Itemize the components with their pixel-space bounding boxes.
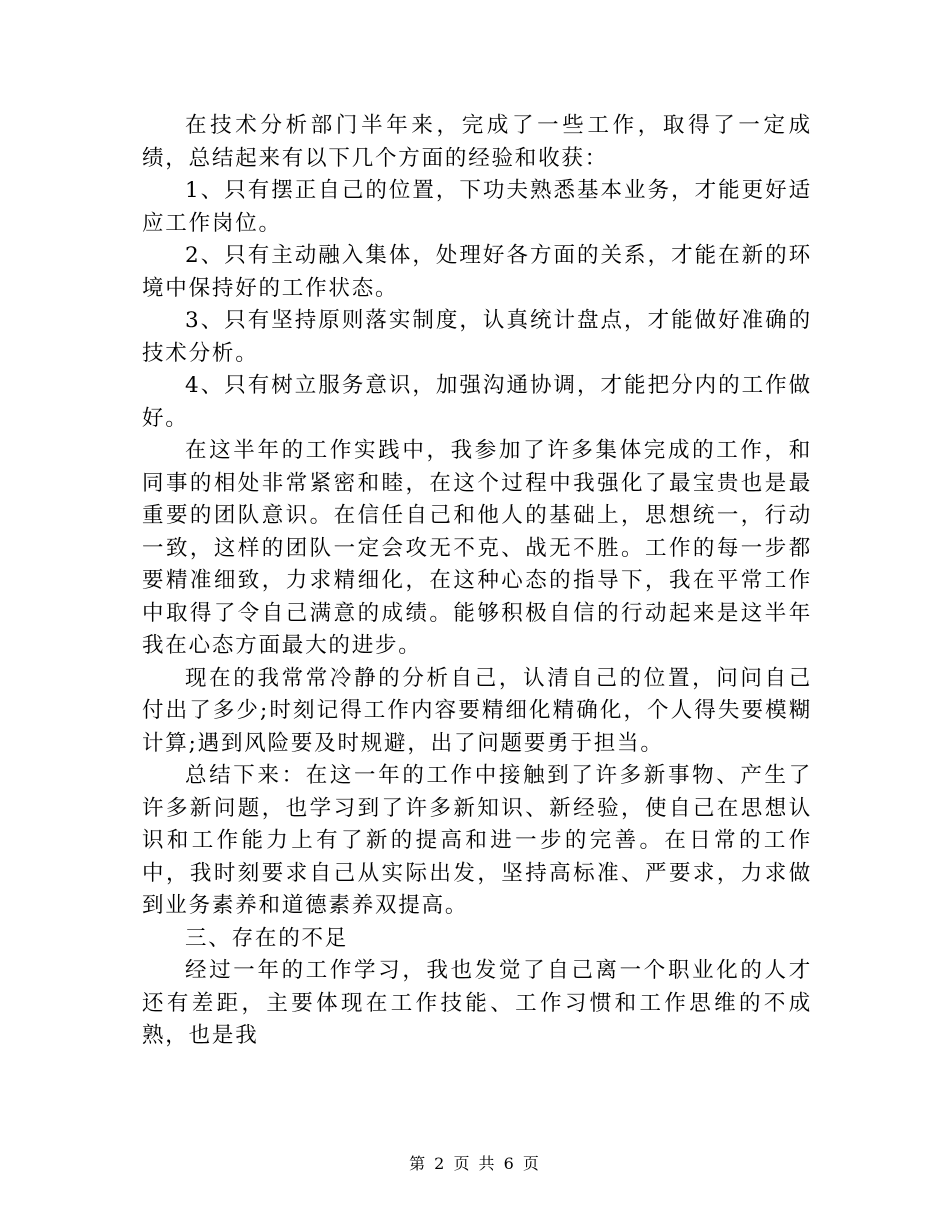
shortcomings-paragraph: 经过一年的工作学习，我也发觉了自己离一个职业化的人才还有差距，主要体现在工作技能、工作习惯和工作思维的不成熟，也是我: [142, 958, 812, 1048]
practice-paragraph: 在这半年的工作实践中，我参加了许多集体完成的工作，和同事的相处非常紧密和睦，在这个过程中我强化了最宝贵也是最重要的团队意识。在信任自己和他人的基础上，思想统一，行动一致，这样的团队一定会攻无不克、战无不胜。工作的每一步都要精准细致，力求精细化，在这种心态的指导下，我在平常工作中取得了令自己满意的成绩。能够积极自信的行动起来是这半年我在心态方面最大的进步。: [142, 438, 812, 658]
document-body: [142, 110, 812, 1053]
point-2-paragraph: 2、只有主动融入集体，处理好各方面的关系，才能在新的环境中保持好的工作状态。: [142, 243, 812, 301]
intro-paragraph: 在技术分析部门半年来，完成了一些工作，取得了一定成绩，总结起来有以下几个方面的经验和收获：: [142, 113, 812, 171]
reflection-paragraph: 现在的我常常冷静的分析自己，认清自己的位置，问问自己付出了多少;时刻记得工作内容要精细化精确化，个人得失要模糊计算;遇到风险要及时规避，出了问题要勇于担当。: [142, 665, 812, 756]
point-1-paragraph: 1、只有摆正自己的位置，下功夫熟悉基本业务，才能更好适应工作岗位。: [142, 178, 812, 236]
page-number-footer: 第 2 页 共 6 页: [409, 1154, 541, 1173]
summary-paragraph: 总结下来：在这一年的工作中接触到了许多新事物、产生了许多新问题，也学习到了许多新知识、新经验，使自己在思想认识和工作能力上有了新的提高和进一步的完善。在日常的工作中，我时刻要求自己从实际出发，坚持高标准、严要求，力求做到业务素养和道德素养双提高。: [142, 763, 812, 918]
section-heading: 三、存在的不足: [185, 925, 349, 951]
point-3-paragraph: 3、只有坚持原则落实制度，认真统计盘点，才能做好准确的技术分析。: [142, 308, 812, 366]
point-4-paragraph: 4、只有树立服务意识，加强沟通协调，才能把分内的工作做好。: [142, 373, 812, 431]
